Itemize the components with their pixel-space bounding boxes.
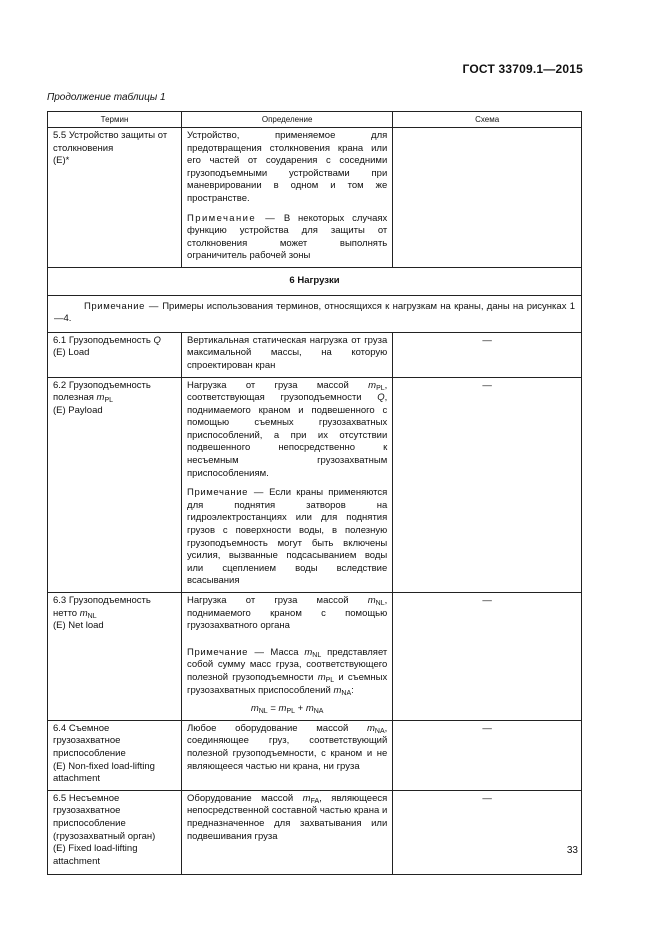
definition-cell: Любое оборудование массой $m_{NA}$, соединяющее груз, соответствующий полезной грузоподъемности, с краном и не являющееся частью ни крана, ни груза — [182, 720, 393, 790]
note-text: В некоторых случаях функцию устройства для защиты от столкновения может выполнять ограничитель рабочей зоны — [187, 212, 388, 262]
term-cell — [48, 720, 182, 790]
schema-cell: — — [393, 593, 582, 721]
note-label: Примечание — — [187, 212, 277, 224]
term-english: (E) Fixed load-lifting attachment — [53, 843, 138, 867]
term-name: 6.5 Несъемное грузозахватное приспособление (грузозахватный орган) — [53, 792, 156, 842]
term-english: (E) Net load — [53, 620, 104, 632]
schema-cell: — — [393, 332, 582, 377]
term-cell — [48, 377, 182, 593]
table-continuation-caption: Продолжение таблицы 1 — [47, 92, 166, 103]
note-label: Примечание — — [187, 646, 265, 658]
table-row — [48, 593, 582, 721]
note-text: Примеры использования терминов, относящихся к нагрузкам на краны, даны на рисунках 1—4. — [54, 300, 575, 325]
schema-cell: — — [393, 720, 582, 790]
column-header-term: Термин — [48, 112, 182, 128]
term-english: (E) Non-fixed load-lifting attachment — [53, 760, 155, 785]
table-row — [48, 128, 582, 268]
term-name: 5.5 Устройство защиты от столкновения — [53, 130, 168, 154]
definition-text: Устройство, применяемое для предотвращения столкновения крана или его частей от соударения с соседними грузоподъемными устройствами при маневрировании в одном и том же пространстве. — [187, 130, 388, 204]
term-name: 6.2 Грузоподъемность полезная $m_{PL}$ — [53, 379, 151, 405]
note: Примечание — Масса $m_{NL}$ представляет собой сумму масс груза, соответствующего полезной грузоподъемности $m_{PL}$ и съемных грузозахватных приспособлений $m_{NA}$: — [187, 646, 388, 697]
term-cell — [48, 593, 182, 721]
term-english: (E)* — [53, 155, 70, 167]
term-name: 6.3 Грузоподъемность нетто $m_{NL}$ — [53, 595, 151, 620]
page-number: 33 — [566, 845, 578, 856]
table-header-row — [48, 112, 582, 128]
term-english: (E) Load — [53, 347, 90, 359]
definition-text: Нагрузка от груза массой $m_{PL}$, соответствующая грузоподъемности Q, поднимаемого краном и подвешенного с помощью съемных грузозахватных приспособлений, а при их отсутствии подвешенного непосредственно к несъемным грузозахватным приспособлениям. — [187, 379, 388, 479]
term-name: 6.1 Грузоподъемность Q — [53, 334, 161, 346]
schema-cell: — — [393, 790, 582, 875]
definition-cell — [182, 377, 393, 593]
definition-cell — [182, 593, 393, 721]
formula: $m_{NL} = m_{PL} + m_{NA}$ — [250, 703, 324, 716]
note-label: Примечание — — [84, 300, 159, 312]
section-title: 6 Нагрузки — [48, 267, 582, 295]
schema-cell — [393, 128, 582, 268]
terms-table — [47, 111, 582, 875]
note-label: Примечание — — [187, 487, 264, 499]
definition-cell: Вертикальная статическая нагрузка от груза максимальной массы, на которую спроектирован кран — [182, 332, 393, 377]
column-header-definition: Определение — [182, 112, 393, 128]
table-row — [48, 332, 582, 377]
definition-cell — [182, 128, 393, 268]
column-header-schema: Схема — [393, 112, 582, 128]
note — [187, 487, 387, 588]
document-header: ГОСТ 33709.1—2015 — [462, 62, 583, 76]
section-row — [48, 267, 582, 295]
term-cell — [48, 790, 182, 875]
term-english: (E) Payload — [53, 404, 103, 416]
term-name: 6.4 Съемное грузозахватное приспособление — [53, 722, 126, 759]
section-note — [48, 295, 582, 332]
note-text: Если краны применяются для поднятия затворов на гидроэлектростанциях или для поднятия грузов с поверхности воды, в полезную грузоподъемность могут быть включены усилия, вызванные подсасыванием воды или сцеплением воды вследствие всасывания — [187, 487, 388, 587]
definition-text: Нагрузка от груза массой $m_{NL}$, поднимаемого краном с помощью грузозахватного органа — [187, 595, 388, 632]
definition-cell: Оборудование массой $m_{FA}$, являющееся непосредственной составной частью крана и предназначенное для захватывания или подвешивания груза — [182, 790, 393, 875]
note — [187, 213, 387, 263]
section-note-row — [48, 295, 582, 332]
table-row — [48, 720, 582, 790]
term-cell — [48, 128, 182, 268]
table-row — [48, 790, 582, 875]
table-row — [48, 377, 582, 593]
term-cell — [48, 332, 182, 377]
schema-cell: — — [393, 377, 582, 593]
